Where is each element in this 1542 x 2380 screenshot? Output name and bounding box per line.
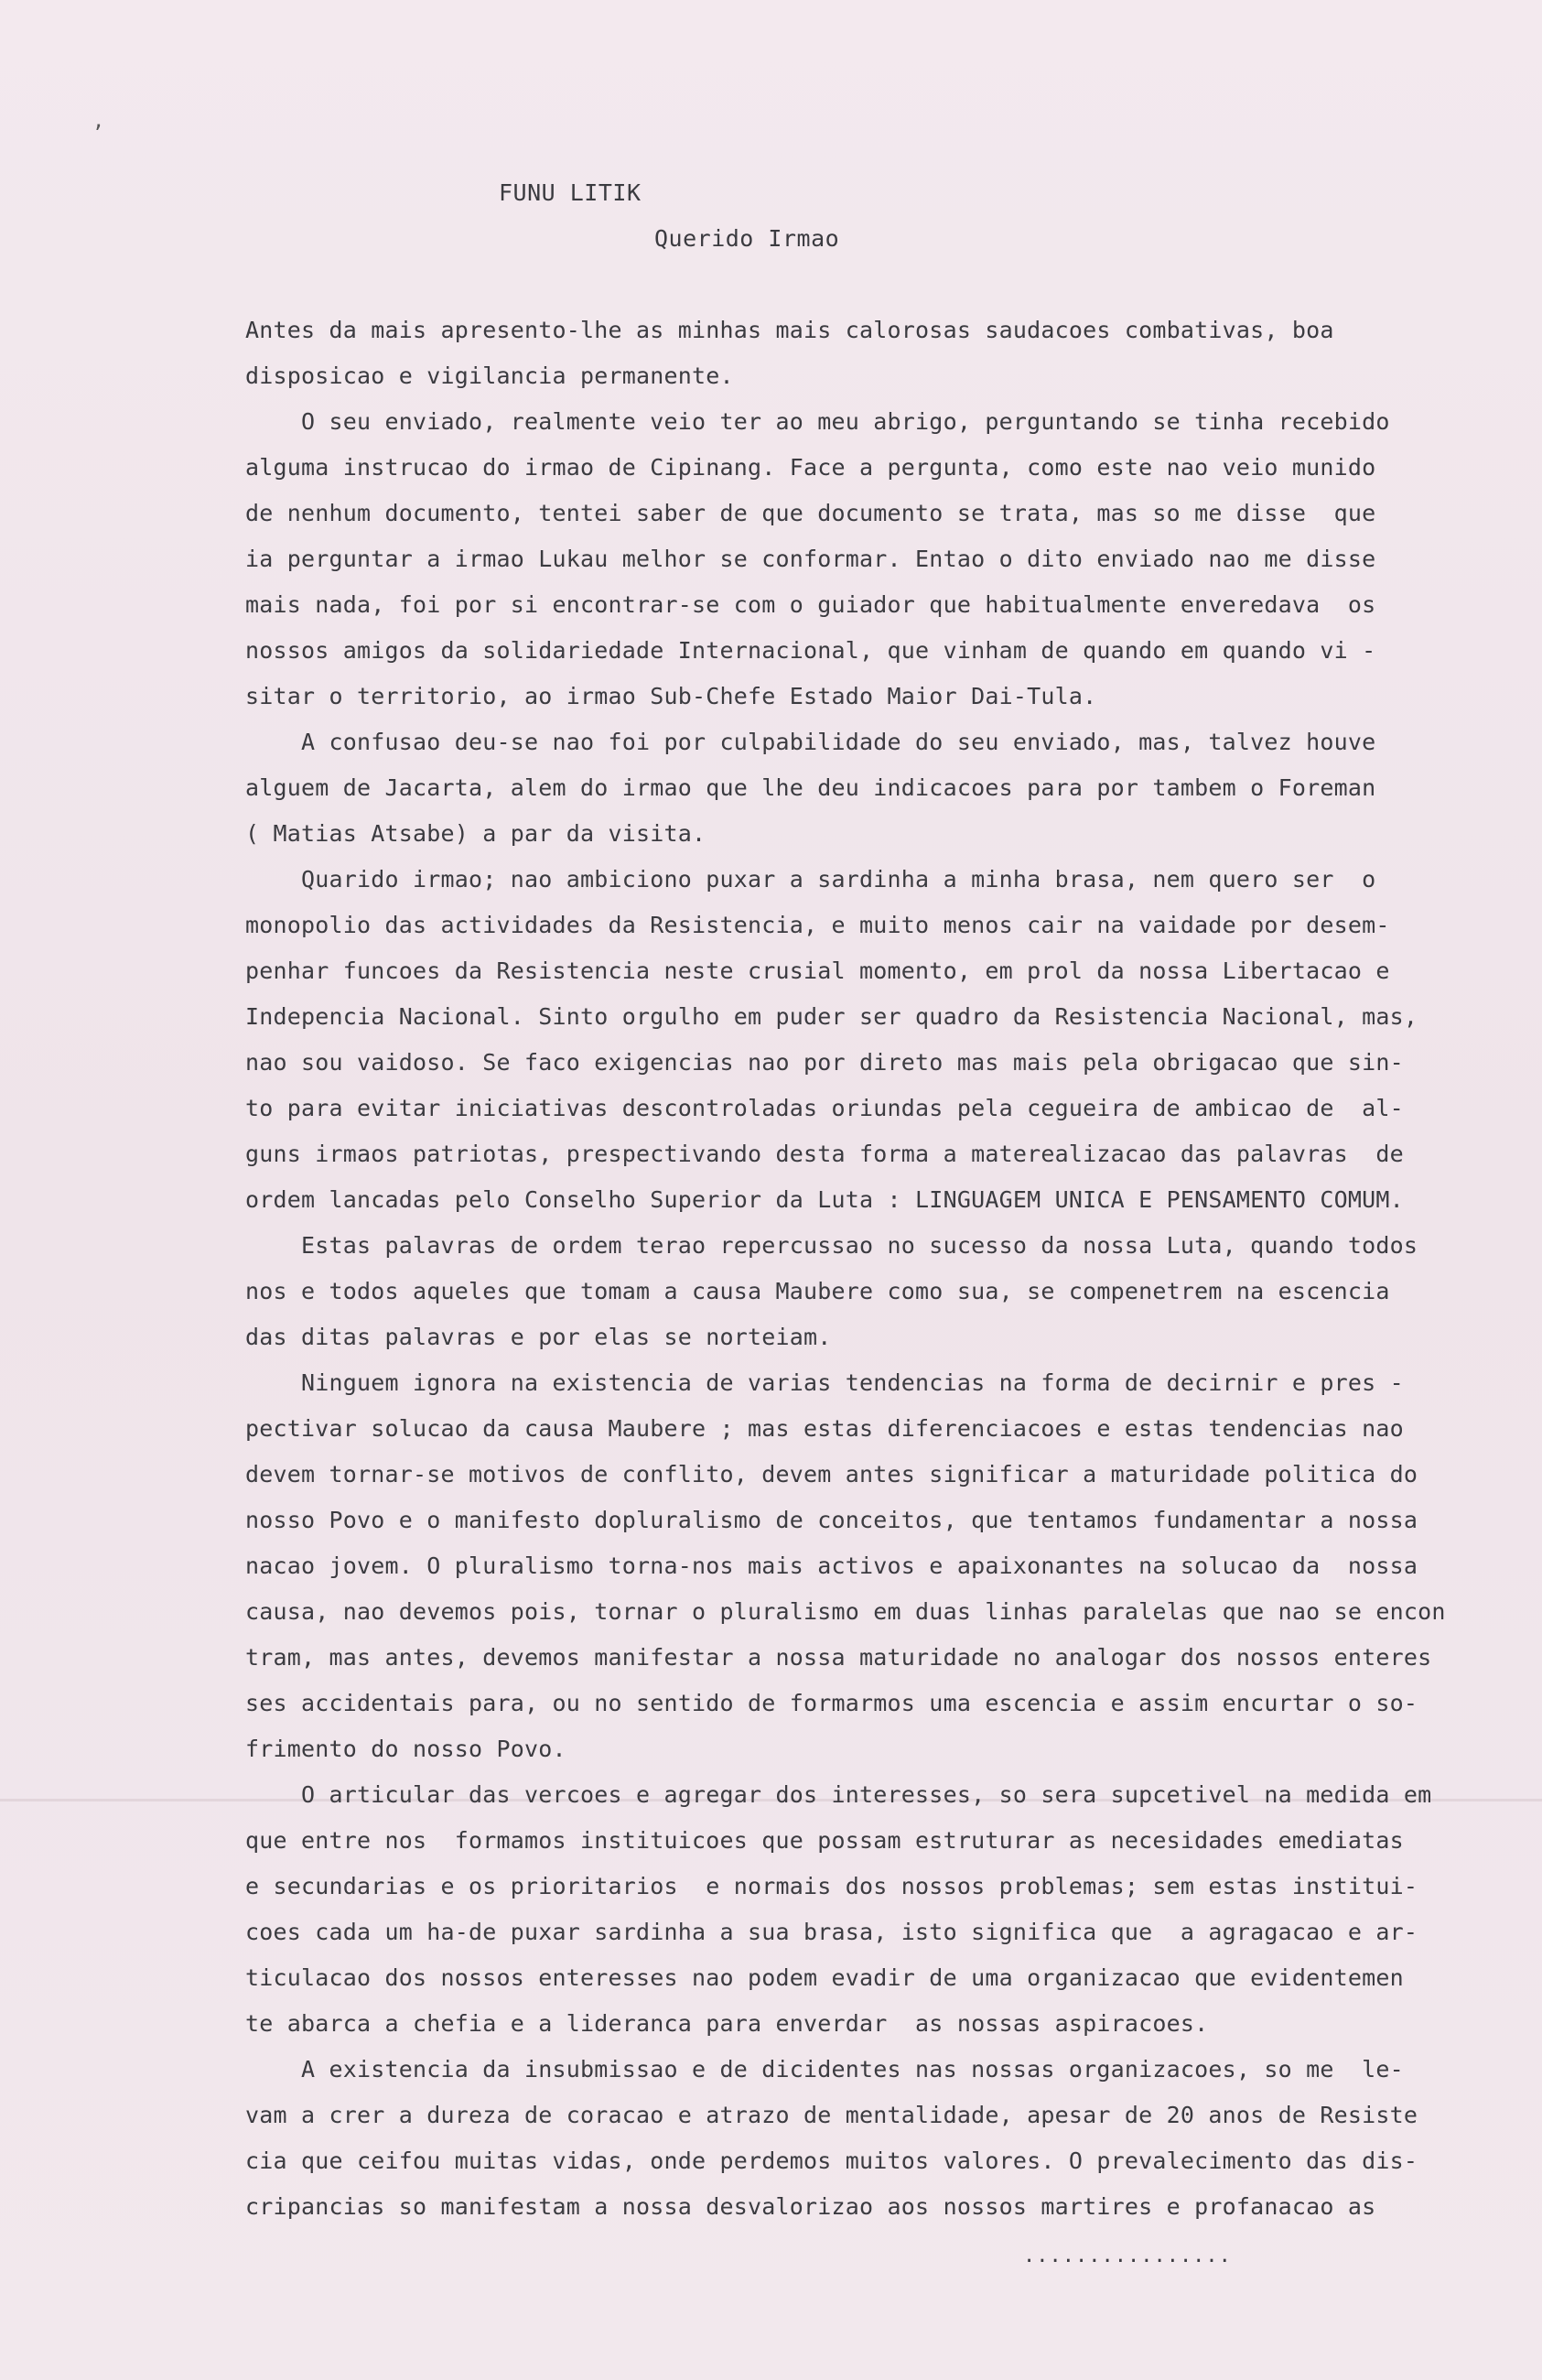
text-line: ( Matias Atsabe) a par da visita. [245,820,706,847]
text-line: que entre nos formamos instituicoes que possam estruturar as necesidades emediatas [245,1827,1404,1854]
text-line: nos e todos aqueles que tomam a causa Maubere como sua, se compenetrem na escencia [245,1278,1390,1304]
continuation-marker: ................ [1023,2245,1232,2267]
text-line: mais nada, foi por si encontrar-se com o guiador que habitualmente enveredava os [245,591,1376,618]
letter-title: FUNU LITIK [499,179,642,206]
text-line: vam a crer a dureza de coracao e atrazo de mentalidade, apesar de 20 anos de Resiste [245,2102,1418,2128]
text-line: alguem de Jacarta, alem do irmao que lhe deu indicacoes para por tambem o Foreman [245,774,1376,801]
text-line: penhar funcoes da Resistencia neste crusial momento, em prol da nossa Libertacao e [245,957,1390,984]
text-line: nosso Povo e o manifesto dopluralismo de conceitos, que tentamos fundamentar a nossa [245,1507,1418,1533]
text-line: O articular das vercoes e agregar dos interesses, so sera supcetivel na medida em [245,1781,1432,1808]
text-line: ses accidentais para, ou no sentido de formarmos uma escencia e assim encurtar o so- [245,1690,1418,1716]
letter-body [245,308,1453,2230]
letter-greeting: Querido Irmao [654,225,840,252]
stray-mark: , [92,110,105,133]
text-line: nao sou vaidoso. Se faco exigencias nao por direto mas mais pela obrigacao que sin- [245,1049,1404,1076]
text-line: O seu enviado, realmente veio ter ao meu abrigo, perguntando se tinha recebido [245,408,1390,435]
text-line: cripancias so manifestam a nossa desvalorizao aos nossos martires e profanacao as [245,2193,1376,2220]
text-line: ticulacao dos nossos enteresses nao podem evadir de uma organizacao que evidentemen [245,1964,1404,1991]
text-line: ordem lancadas pelo Conselho Superior da Luta : LINGUAGEM UNICA E PENSAMENTO COMUM. [245,1186,1404,1213]
text-line: guns irmaos patriotas, prespectivando desta forma a materealizacao das palavras de [245,1141,1404,1167]
text-line: Indepencia Nacional. Sinto orgulho em puder ser quadro da Resistencia Nacional, mas, [245,1003,1418,1030]
text-line: das ditas palavras e por elas se norteiam. [245,1324,832,1350]
text-line: Antes da mais apresento-lhe as minhas mais calorosas saudacoes combativas, boa [245,317,1334,343]
text-line: pectivar solucao da causa Maubere ; mas estas diferenciacoes e estas tendencias nao [245,1415,1404,1442]
text-line: nossos amigos da solidariedade Internacional, que vinham de quando em quando vi - [245,637,1376,664]
text-line: to para evitar iniciativas descontroladas oriundas pela cegueira de ambicao de al- [245,1095,1404,1121]
text-line: cia que ceifou muitas vidas, onde perdemos muitos valores. O prevalecimento das dis- [245,2147,1418,2174]
text-line: devem tornar-se motivos de conflito, devem antes significar a maturidade politica do [245,1461,1418,1488]
text-line: te abarca a chefia e a lideranca para enverdar as nossas aspiracoes. [245,2010,1209,2037]
text-line: Quarido irmao; nao ambiciono puxar a sardinha a minha brasa, nem quero ser o [245,866,1376,892]
text-line: alguma instrucao do irmao de Cipinang. Face a pergunta, como este nao veio munido [245,454,1376,481]
text-line: A confusao deu-se nao foi por culpabilidade do seu enviado, mas, talvez houve [245,729,1376,755]
text-line: de nenhum documento, tentei saber de que documento se trata, mas so me disse que [245,500,1376,526]
text-line: A existencia da insubmissao e de dicidentes nas nossas organizacoes, so me le- [245,2056,1404,2082]
text-line: Ninguem ignora na existencia de varias tendencias na forma de decirnir e pres - [245,1369,1404,1396]
text-line: coes cada um ha-de puxar sardinha a sua brasa, isto significa que a agragacao e ar- [245,1919,1418,1945]
text-line: ia perguntar a irmao Lukau melhor se conformar. Entao o dito enviado nao me disse [245,546,1376,572]
text-line: disposicao e vigilancia permanente. [245,362,734,389]
text-line: monopolio das actividades da Resistencia, e muito menos cair na vaidade por desem- [245,912,1390,938]
text-line: sitar o territorio, ao irmao Sub-Chefe Estado Maior Dai-Tula. [245,683,1097,709]
text-line: tram, mas antes, devemos manifestar a nossa maturidade no analogar dos nossos enteres [245,1644,1432,1671]
text-line: e secundarias e os prioritarios e normais dos nossos problemas; sem estas institui- [245,1873,1418,1899]
text-line: nacao jovem. O pluralismo torna-nos mais activos e apaixonantes na solucao da nossa [245,1552,1418,1579]
text-line: causa, nao devemos pois, tornar o pluralismo em duas linhas paralelas que nao se encon [245,1598,1446,1625]
text-line: frimento do nosso Povo. [245,1736,566,1762]
text-line: Estas palavras de ordem terao repercussao no sucesso da nossa Luta, quando todos [245,1232,1418,1259]
